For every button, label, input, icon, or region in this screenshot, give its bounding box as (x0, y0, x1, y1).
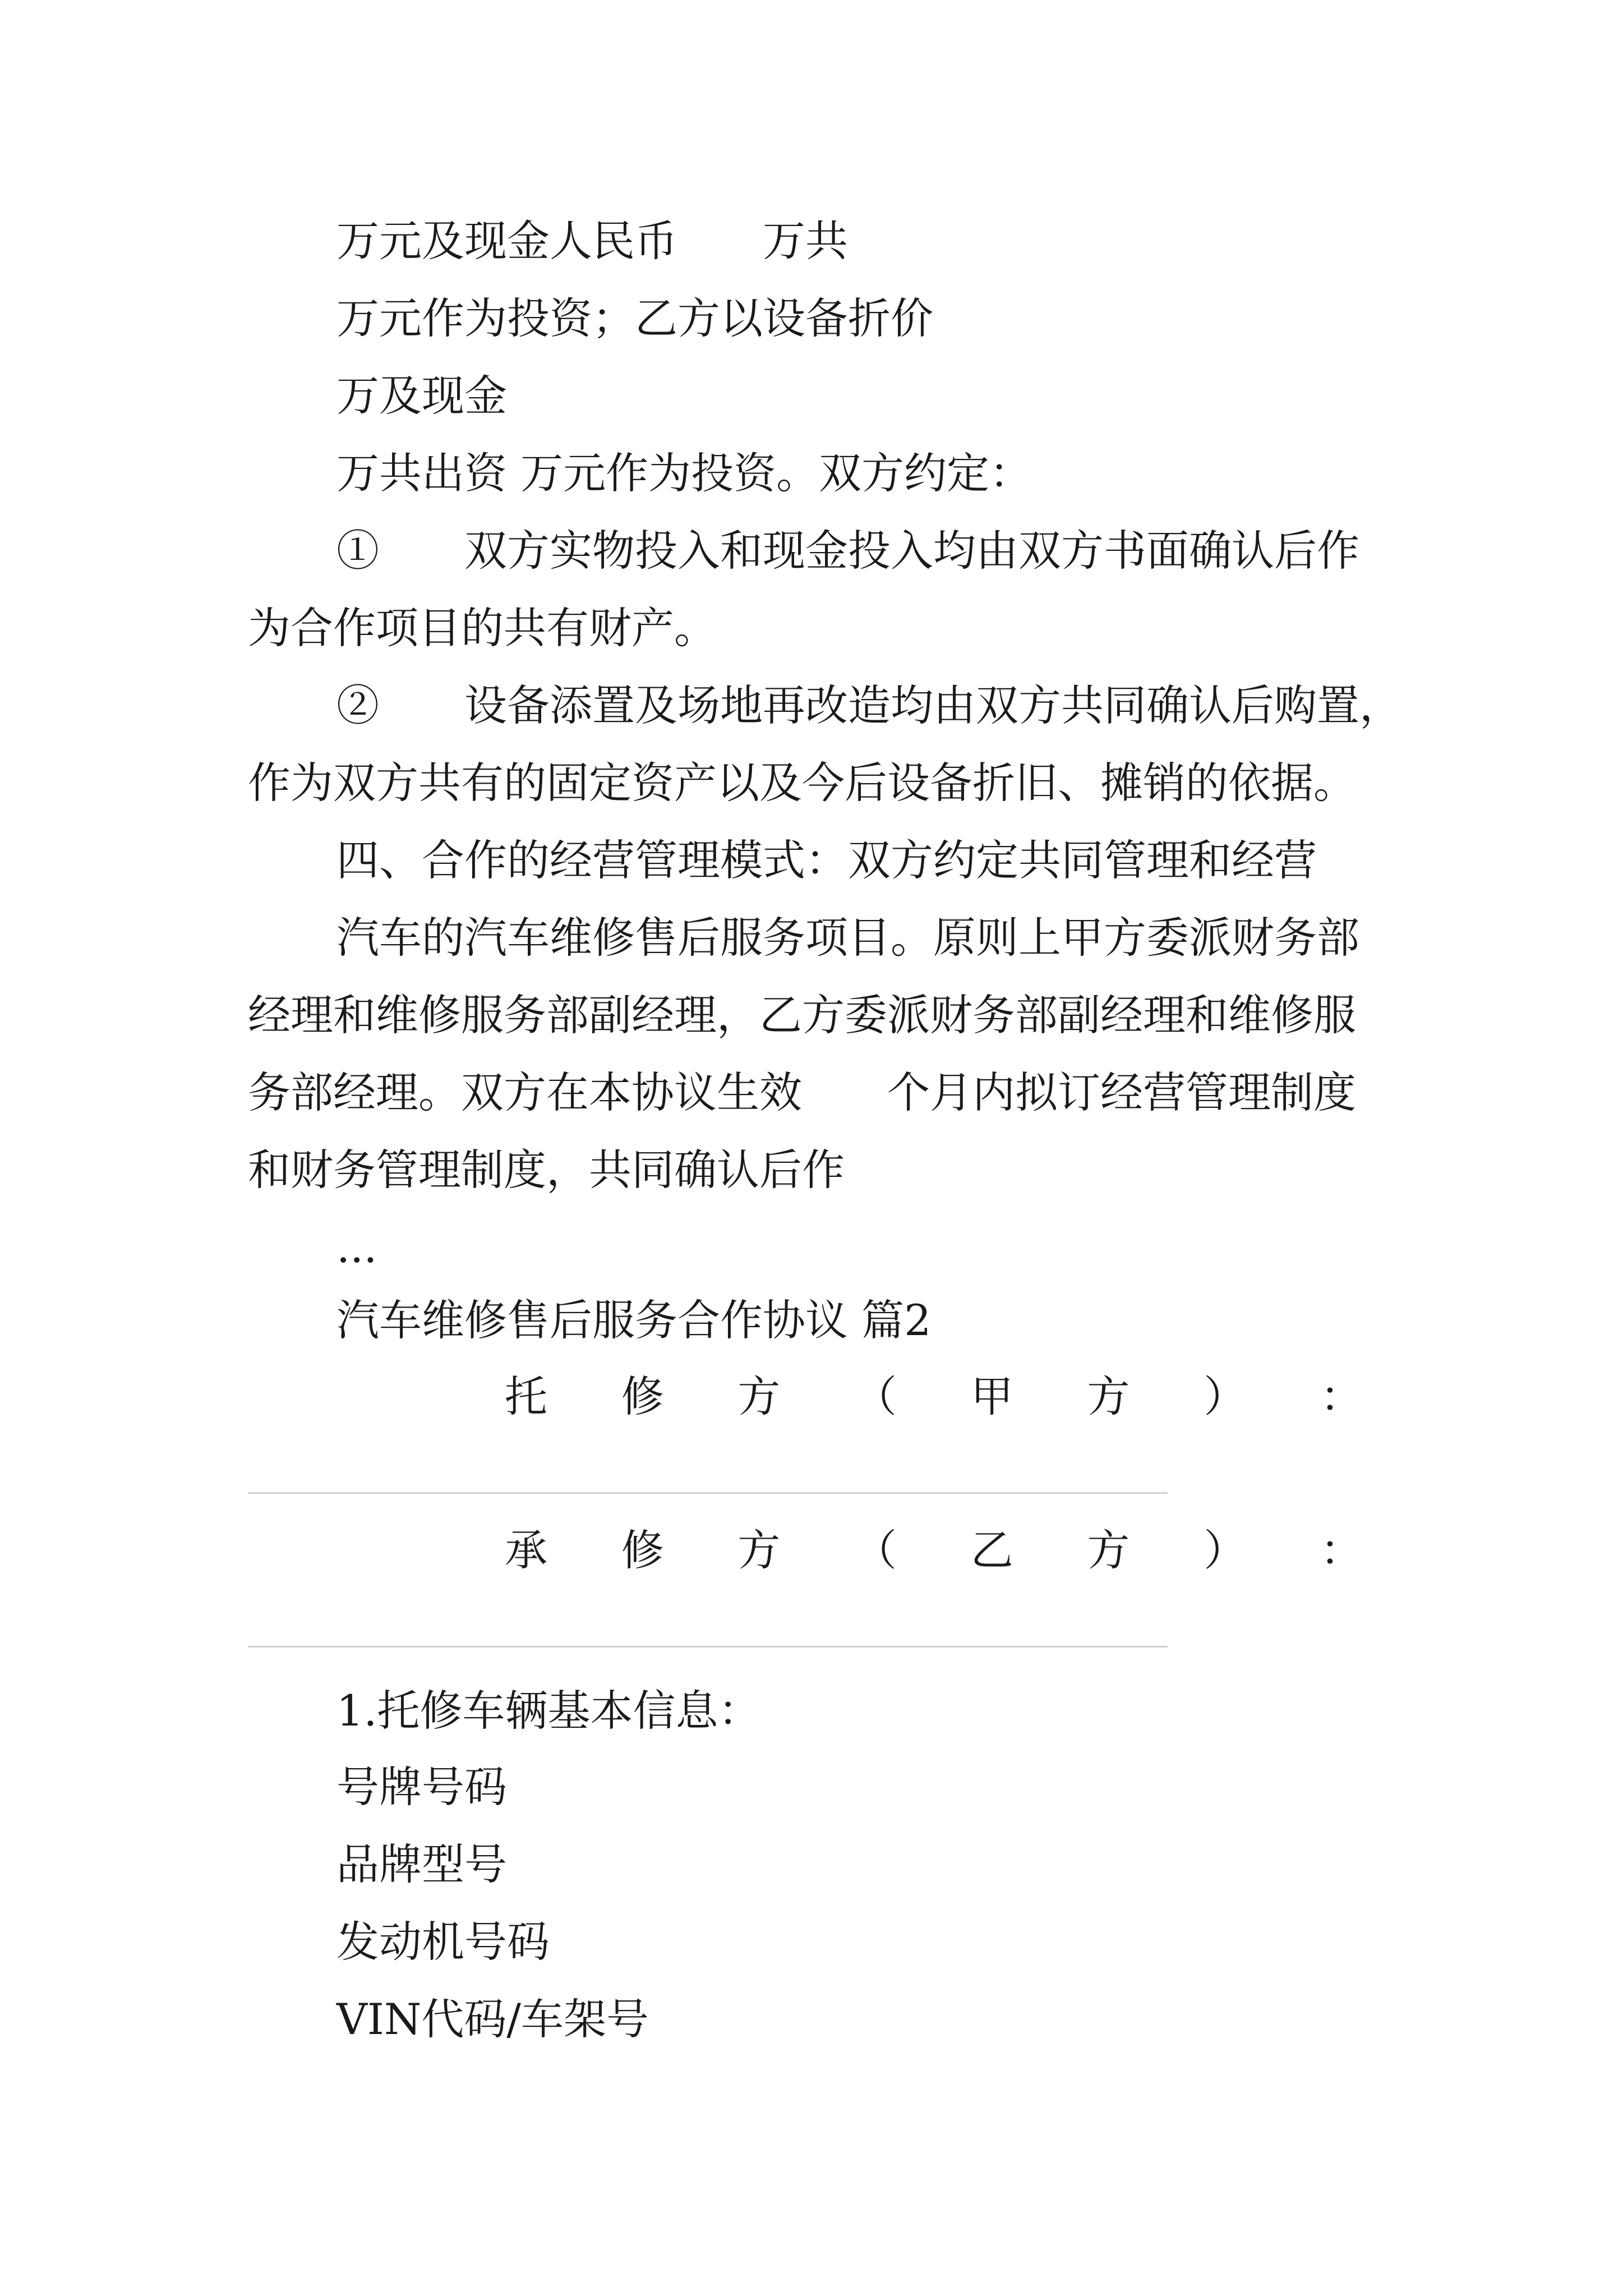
party-a-char: 修 (621, 1372, 664, 1421)
text-line: 万共出资 万元作为投资。双方约定： (336, 448, 1032, 498)
party-b-underline (248, 1646, 1168, 1648)
vehicle-field-label: 号牌号码 (336, 1762, 507, 1812)
party-b-label (505, 1525, 1363, 1575)
ellipsis: ... (336, 1222, 377, 1272)
party-a-char: 托 (505, 1372, 547, 1421)
text-line: 万元作为投资；乙方以设备折价 (336, 293, 933, 343)
party-a-label (505, 1372, 1363, 1421)
text-line: 万元及现金人民币 万共 (336, 216, 848, 266)
article-title: 汽车维修售后服务合作协议 篇2 (336, 1295, 932, 1345)
text-line: 汽车的汽车维修售后服务项目。原则上甲方委派财务部 (336, 913, 1359, 963)
vehicle-field-label: VIN代码/车架号 (336, 1994, 649, 2044)
section-heading: 四、合作的经营管理模式：双方约定共同管理和经营 (336, 835, 1317, 885)
party-a-char: ： (1320, 1372, 1363, 1421)
text-line: 和财务管理制度，共同确认后作 (248, 1145, 845, 1195)
text-line: ① 双方实物投入和现金投入均由双方书面确认后作 (336, 526, 1359, 576)
text-line: 务部经理。双方在本协议生效 个月内拟订经营管理制度 (248, 1068, 1356, 1117)
text-line: 作为双方共有的固定资产以及今后设备折旧、摊销的依据。 (248, 758, 1356, 808)
text-line: 经理和维修服务部副经理，乙方委派财务部副经理和维修服 (248, 990, 1356, 1040)
party-b-char: ： (1320, 1525, 1363, 1575)
vehicle-field-label: 发动机号码 (336, 1917, 550, 1967)
text-line: ② 设备添置及场地再改造均由双方共同确认后购置， (336, 680, 1402, 730)
text-line: 为合作项目的共有财产。 (248, 603, 717, 653)
vehicle-field-label: 品牌型号 (336, 1839, 507, 1889)
party-a-char: 方 (737, 1372, 781, 1421)
party-a-char: 甲 (970, 1372, 1013, 1421)
party-b-char: 方 (1087, 1525, 1130, 1575)
party-b-char: 承 (505, 1525, 547, 1575)
party-a-char: （ (854, 1372, 897, 1421)
party-b-char: 乙 (970, 1525, 1013, 1575)
party-b-char: 方 (737, 1525, 781, 1575)
party-b-char: 修 (621, 1525, 664, 1575)
party-a-underline (248, 1492, 1168, 1494)
vehicle-info-heading: 1.托修车辆基本信息： (336, 1686, 761, 1736)
party-a-char: ） (1204, 1372, 1247, 1421)
party-a-char: 方 (1087, 1372, 1130, 1421)
party-b-char: ） (1204, 1525, 1247, 1575)
party-b-char: （ (854, 1525, 897, 1575)
text-line: 万及现金 (336, 371, 507, 421)
